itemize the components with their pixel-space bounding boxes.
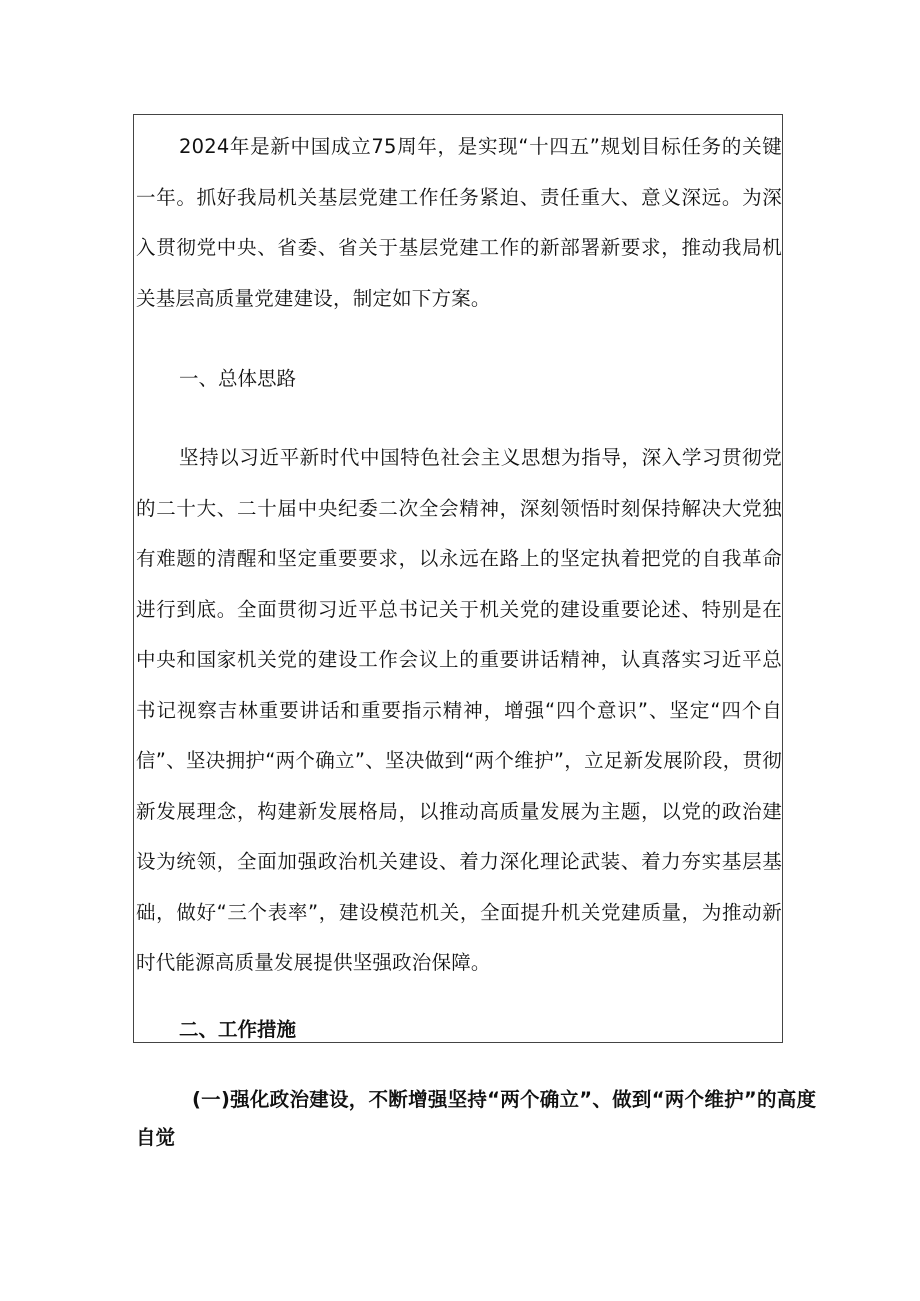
overall-approach-paragraph: 坚持以习近平新时代中国特色社会主义思想为指导，深入学习贯彻党的二十大、二十届中央纪委二次全会精神，深刻领悟时刻保持解决大党独有难题的清醒和坚定重要要求，以永远在路上的坚定执着把党的自我革命进行到底。全面贯彻习近平总书记关于机关党的建设重要论述、特别是在中央和国家机关党的建设工作会议上的重要讲话精神，认真落实习近平总书记视察吉林重要讲话和重要指示精神，增强“四个意识”、坚定“四个自信”、坚决拥护“两个确立”、坚决做到“两个维护”，立足新发展阶段，贯彻新发展理念，构建新发展格局，以推动高质量发展为主题，以党的政治建设为统领，全面加强政治机关建设、着力深化理论武装、着力夯实基层基础，做好“三个表率”，建设模范机关，全面提升机关党建质量，为推动新时代能源高质量发展提供坚强政治保障。 bbox=[136, 446, 782, 974]
sub-heading-political-construction: (一)强化政治建设，不断增强坚持“两个确立”、做到“两个维护”的高度自觉 bbox=[136, 1088, 816, 1149]
intro-paragraph: 2024年是新中国成立75周年，是实现“十四五”规划目标任务的关键一年。抓好我局机关基层党建工作任务紧迫、责任重大、意义深远。为深入贯彻党中央、省委、省关于基层党建工作的新部署新要求，推动我局机关基层高质量党建建设，制定如下方案。 bbox=[136, 135, 782, 310]
section-heading-overall-approach: 一、总体思路 bbox=[179, 367, 297, 390]
section-heading-work-measures: 二、工作措施 bbox=[179, 1018, 297, 1041]
